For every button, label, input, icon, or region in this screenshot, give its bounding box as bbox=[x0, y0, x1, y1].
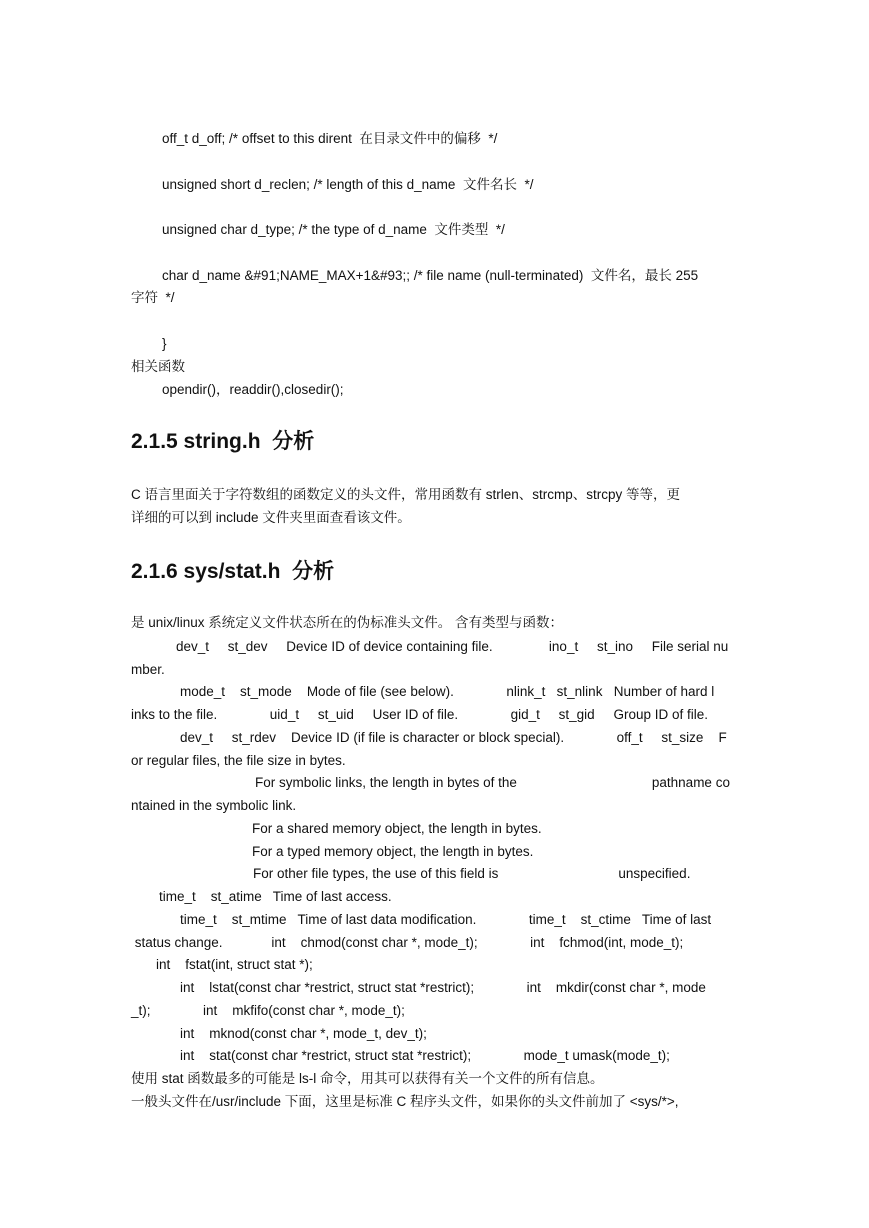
stat-line: For other file types, the use of this field is unspecified. bbox=[253, 866, 691, 881]
struct-line-d-reclen: unsigned short d_reclen; /* length of this d_name 文件名长 */ bbox=[162, 177, 534, 192]
stat-line: For a typed memory object, the length in bytes. bbox=[252, 844, 534, 859]
related-functions-label: 相关函数 bbox=[131, 359, 185, 374]
stat-line: _t); int mkfifo(const char *, mode_t); bbox=[131, 1003, 405, 1018]
stat-line: inks to the file. uid_t st_uid User ID of file. gid_t st_gid Group ID of file. bbox=[131, 707, 708, 722]
struct-closing-brace: } bbox=[162, 336, 167, 351]
stat-line: time_t st_atime Time of last access. bbox=[159, 889, 392, 904]
closing-paragraph-line-1: 使用 stat 函数最多的可能是 ls-l 命令，用其可以获得有关一个文件的所有信息。 bbox=[131, 1071, 604, 1086]
section-heading-2-1-6: 2.1.6 sys/stat.h 分析 bbox=[131, 560, 335, 583]
stat-line: int stat(const char *restrict, struct stat *restrict); mode_t umask(mode_t); bbox=[180, 1048, 670, 1063]
struct-line-d-name-cont: 字符 */ bbox=[131, 290, 175, 305]
stat-line: status change. int chmod(const char *, mode_t); int fchmod(int, mode_t); bbox=[131, 935, 684, 950]
stat-line: dev_t st_rdev Device ID (if file is character or block special). off_t st_size F bbox=[180, 730, 727, 745]
stat-line: dev_t st_dev Device ID of device containing file. ino_t st_ino File serial nu bbox=[176, 639, 729, 654]
stat-line: ntained in the symbolic link. bbox=[131, 798, 297, 813]
sys-stat-intro: 是 unix/linux 系统定义文件状态所在的伪标准头文件。 含有类型与函数： bbox=[131, 615, 564, 630]
stat-line: For a shared memory object, the length in bytes. bbox=[252, 821, 542, 836]
stat-line: mode_t st_mode Mode of file (see below). nlink_t st_nlink Number of hard l bbox=[180, 684, 715, 699]
related-functions-list: opendir()，readdir(),closedir(); bbox=[162, 382, 344, 397]
stat-line: mber. bbox=[131, 662, 165, 677]
struct-line-d-off: off_t d_off; /* offset to this dirent 在目录文件中的偏移 */ bbox=[162, 131, 498, 146]
stat-line: int fstat(int, struct stat *); bbox=[156, 957, 313, 972]
stat-line: int mknod(const char *, mode_t, dev_t); bbox=[180, 1026, 427, 1041]
struct-line-d-type: unsigned char d_type; /* the type of d_name 文件类型 */ bbox=[162, 222, 505, 237]
string-h-paragraph-line-1: C 语言里面关于字符数组的函数定义的头文件，常用函数有 strlen、strcmp、strcpy 等等，更 bbox=[131, 487, 681, 502]
section-heading-2-1-5: 2.1.5 string.h 分析 bbox=[131, 430, 315, 453]
stat-line: For symbolic links, the length in bytes of the pathname co bbox=[255, 775, 730, 790]
stat-line: time_t st_mtime Time of last data modification. time_t st_ctime Time of last bbox=[180, 912, 712, 927]
closing-paragraph-line-2: 一般头文件在/usr/include 下面，这里是标准 C 程序头文件，如果你的头文件前加了 <sys/*>, bbox=[131, 1094, 679, 1109]
stat-line: int lstat(const char *restrict, struct stat *restrict); int mkdir(const char *, mode bbox=[180, 980, 706, 995]
struct-line-d-name: char d_name &#91;NAME_MAX+1&#93;; /* file name (null-terminated) 文件名，最长 255 bbox=[162, 268, 699, 283]
string-h-paragraph-line-2: 详细的可以到 include 文件夹里面查看该文件。 bbox=[131, 510, 411, 525]
stat-line: or regular files, the file size in bytes. bbox=[131, 753, 346, 768]
